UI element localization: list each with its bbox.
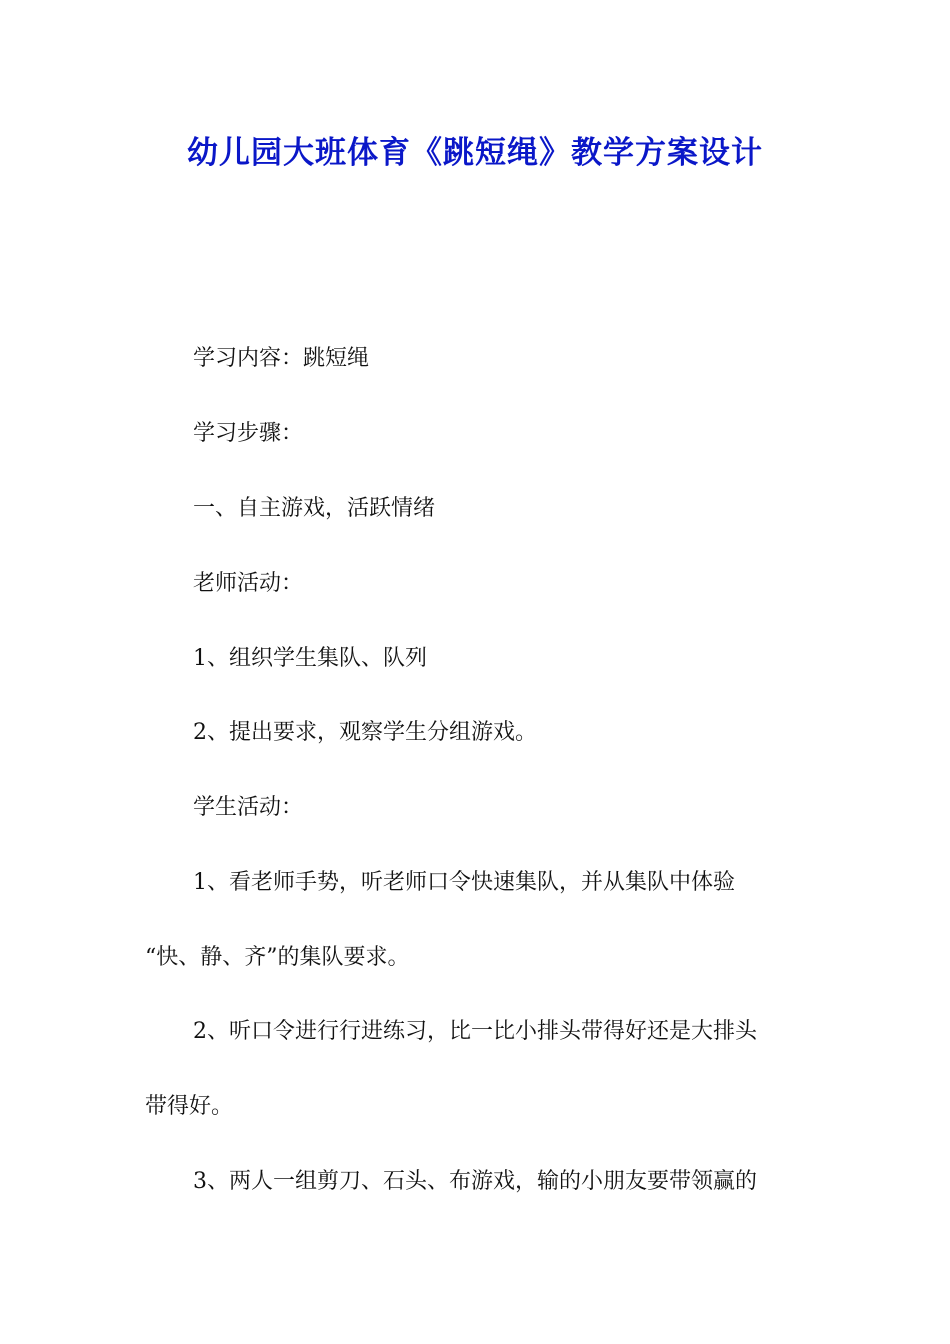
- content-line: 1、看老师手势，听老师口令快速集队，并从集队中体验: [193, 870, 735, 895]
- content-line: “快、静、齐”的集队要求。: [145, 945, 410, 970]
- content-line: 带得好。: [145, 1094, 234, 1119]
- content-line: 学习步骤：: [193, 421, 304, 446]
- content-line: 1、组织学生集队、队列: [193, 646, 427, 671]
- content-line: 学生活动：: [193, 795, 304, 820]
- content-line: 3、两人一组剪刀、石头、布游戏，输的小朋友要带领赢的: [193, 1169, 757, 1194]
- section-heading: 一、自主游戏，活跃情绪: [193, 496, 436, 521]
- document-title: 幼儿园大班体育《跳短绳》教学方案设计: [187, 135, 763, 171]
- content-line: 学习内容：跳短绳: [193, 346, 370, 371]
- content-line: 老师活动：: [193, 571, 304, 596]
- content-line: 2、听口令进行行进练习，比一比小排头带得好还是大排头: [193, 1019, 757, 1044]
- content-line: 2、提出要求，观察学生分组游戏。: [193, 720, 537, 745]
